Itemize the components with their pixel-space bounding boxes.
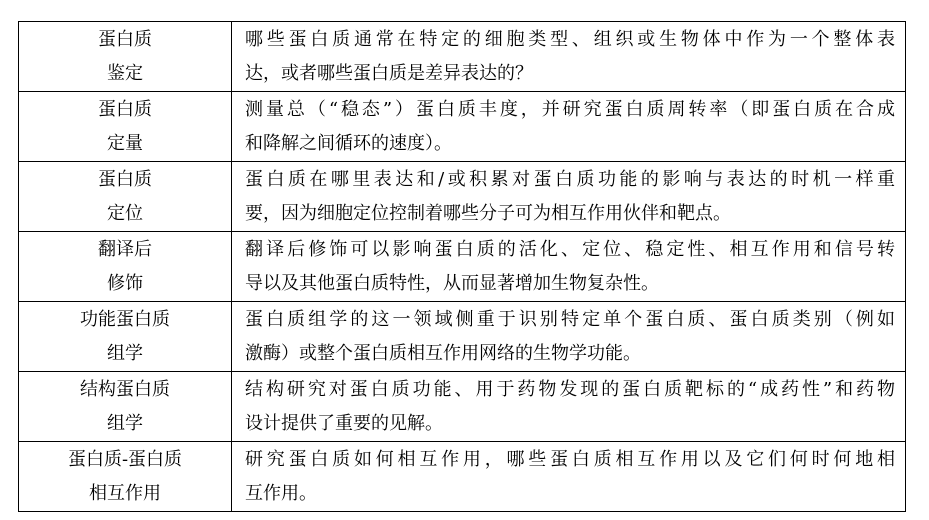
description-cell	[232, 162, 906, 232]
term-line: 组学	[107, 343, 143, 364]
term-line: 组学	[107, 413, 143, 434]
table-row	[19, 372, 906, 442]
description-line: 蛋白质组学的这一领域侧重于识别特定单个蛋白质、蛋白质类别（例如	[245, 308, 895, 330]
term-cell	[19, 372, 232, 442]
term-line: 蛋白质-蛋白质	[67, 449, 183, 470]
description-line: 导以及其他蛋白质特性，从而显著增加生物复杂性。	[245, 272, 659, 294]
description-line: 互作用。	[245, 482, 317, 504]
term-line: 定量	[107, 133, 143, 154]
table-row	[19, 232, 906, 302]
description-line: 和降解之间循环的速度）。	[245, 132, 452, 154]
table-row	[19, 22, 906, 92]
description-line: 设计提供了重要的见解。	[245, 412, 443, 434]
term-line: 翻译后	[98, 239, 152, 260]
term-cell	[19, 22, 232, 92]
description-line: 要，因为细胞定位控制着哪些分子可为相互作用伙伴和靶点。	[245, 202, 731, 224]
description-cell	[232, 302, 906, 372]
table-row	[19, 442, 906, 512]
description-cell	[232, 92, 906, 162]
description-line: 蛋白质在哪里表达和/或积累对蛋白质功能的影响与表达的时机一样重	[245, 168, 895, 190]
table-row	[19, 92, 906, 162]
description-line: 翻译后修饰可以影响蛋白质的活化、定位、稳定性、相互作用和信号转	[245, 238, 895, 260]
description-line: 研究蛋白质如何相互作用，哪些蛋白质相互作用以及它们何时何地相	[245, 448, 895, 470]
term-line: 定位	[107, 203, 143, 224]
term-cell	[19, 232, 232, 302]
description-line: 激酶）或整个蛋白质相互作用网络的生物学功能。	[245, 342, 641, 364]
description-line: 达，或者哪些蛋白质是差异表达的？	[245, 62, 533, 84]
description-cell	[232, 442, 906, 512]
term-line: 蛋白质	[98, 29, 152, 50]
proteomics-areas-table	[18, 21, 906, 512]
description-line: 结构研究对蛋白质功能、用于药物发现的蛋白质靶标的“成药性”和药物	[245, 378, 895, 400]
description-cell	[232, 232, 906, 302]
term-line: 功能蛋白质	[80, 309, 170, 330]
description-cell	[232, 22, 906, 92]
term-line: 蛋白质	[98, 169, 152, 190]
term-line: 结构蛋白质	[80, 379, 170, 400]
term-cell	[19, 162, 232, 232]
term-line: 相互作用	[89, 483, 161, 504]
term-line: 鉴定	[107, 63, 143, 84]
term-cell	[19, 302, 232, 372]
term-line: 蛋白质	[98, 99, 152, 120]
description-line: 测量总（“稳态”）蛋白质丰度，并研究蛋白质周转率（即蛋白质在合成	[245, 98, 895, 120]
term-cell	[19, 92, 232, 162]
term-line: 修饰	[107, 273, 143, 294]
description-line: 哪些蛋白质通常在特定的细胞类型、组织或生物体中作为一个整体表	[245, 28, 895, 50]
table-row	[19, 302, 906, 372]
table-row	[19, 162, 906, 232]
term-cell	[19, 442, 232, 512]
description-cell	[232, 372, 906, 442]
